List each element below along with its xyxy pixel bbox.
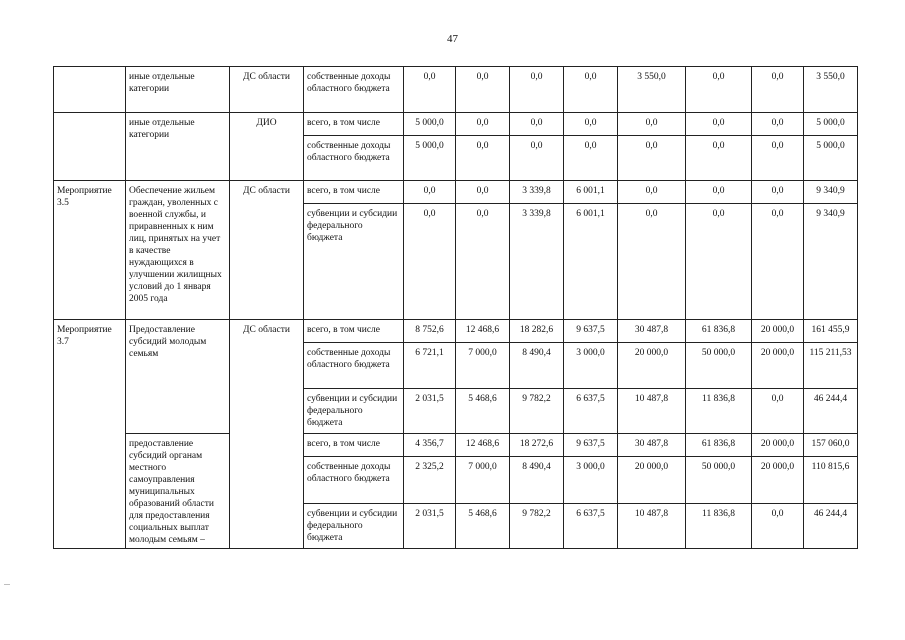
value-cell: 110 815,6	[804, 457, 858, 503]
value-cell: 3 339,8	[510, 204, 564, 320]
funding-cell: собственные доходы областного бюджета	[304, 457, 404, 503]
value-cell: 5 000,0	[804, 113, 858, 136]
value-cell: 8 490,4	[510, 343, 564, 389]
value-cell: 0,0	[404, 181, 456, 204]
funding-cell: собственные доходы областного бюджета	[304, 136, 404, 181]
description-cell: иные отдельные категории	[126, 67, 230, 113]
value-cell: 0,0	[686, 136, 752, 181]
value-cell: 0,0	[564, 136, 618, 181]
value-cell: 9 340,9	[804, 181, 858, 204]
value-cell: 20 000,0	[618, 343, 686, 389]
value-cell: 0,0	[618, 204, 686, 320]
value-cell: 0,0	[456, 181, 510, 204]
event-cell	[54, 67, 126, 113]
value-cell: 10 487,8	[618, 389, 686, 434]
funding-cell: субвенции и субсидии федерального бюджета	[304, 503, 404, 548]
value-cell: 6 001,1	[564, 181, 618, 204]
value-cell: 50 000,0	[686, 343, 752, 389]
value-cell: 18 272,6	[510, 434, 564, 457]
value-cell: 0,0	[510, 136, 564, 181]
value-cell: 7 000,0	[456, 343, 510, 389]
value-cell: 0,0	[752, 67, 804, 113]
funding-cell: всего, в том числе	[304, 434, 404, 457]
value-cell: 20 000,0	[752, 457, 804, 503]
value-cell: 0,0	[456, 67, 510, 113]
value-cell: 0,0	[752, 113, 804, 136]
description-cell: Обеспечение жильем граждан, уволенных с военной службы, и приравненных к ним лиц, принятых на учет в качестве нуждающихся в улучшении жилищных условий до 1 января 2005 года	[126, 181, 230, 320]
source-cell: ДС области	[230, 67, 304, 113]
value-cell: 5 000,0	[404, 113, 456, 136]
source-cell: ДС области	[230, 181, 304, 320]
funding-cell: субвенции и субсидии федерального бюджета	[304, 204, 404, 320]
value-cell: 0,0	[618, 136, 686, 181]
table-row	[54, 113, 858, 136]
value-cell: 5 000,0	[404, 136, 456, 181]
event-cell: Мероприятие 3.5	[54, 181, 126, 320]
page-number: 47	[447, 33, 458, 45]
value-cell: 0,0	[618, 113, 686, 136]
value-cell: 6 637,5	[564, 389, 618, 434]
description-cell: Предоставление субсидий молодым семьям	[126, 320, 230, 434]
value-cell: 30 487,8	[618, 434, 686, 457]
funding-cell: всего, в том числе	[304, 113, 404, 136]
description-cell: иные отдельные категории	[126, 113, 230, 181]
value-cell: 20 000,0	[752, 320, 804, 343]
budget-table	[53, 66, 858, 549]
value-cell: 30 487,8	[618, 320, 686, 343]
value-cell: 46 244,4	[804, 389, 858, 434]
value-cell: 6 001,1	[564, 204, 618, 320]
value-cell: 6 637,5	[564, 503, 618, 548]
funding-cell: всего, в том числе	[304, 181, 404, 204]
description-cell: предоставление субсидий органам местного самоуправления муниципальных образований области для предоставления социальных выплат молодым семьям –	[126, 434, 230, 549]
value-cell: 7 000,0	[456, 457, 510, 503]
value-cell: 3 000,0	[564, 457, 618, 503]
value-cell: 61 836,8	[686, 434, 752, 457]
value-cell: 115 211,53	[804, 343, 858, 389]
value-cell: 12 468,6	[456, 320, 510, 343]
value-cell: 5 468,6	[456, 389, 510, 434]
source-cell: ДИО	[230, 113, 304, 181]
value-cell: 0,0	[564, 67, 618, 113]
event-cell	[54, 113, 126, 181]
value-cell: 0,0	[686, 181, 752, 204]
value-cell: 3 550,0	[804, 67, 858, 113]
value-cell: 161 455,9	[804, 320, 858, 343]
funding-cell: субвенции и субсидии федерального бюджета	[304, 389, 404, 434]
value-cell: 20 000,0	[618, 457, 686, 503]
value-cell: 0,0	[456, 136, 510, 181]
value-cell: 20 000,0	[752, 343, 804, 389]
value-cell: 5 468,6	[456, 503, 510, 548]
table-row	[54, 320, 858, 343]
value-cell: 2 031,5	[404, 389, 456, 434]
value-cell: 11 836,8	[686, 389, 752, 434]
value-cell: 0,0	[456, 204, 510, 320]
value-cell: 0,0	[752, 389, 804, 434]
table-row	[54, 434, 858, 457]
value-cell: 2 031,5	[404, 503, 456, 548]
value-cell: 50 000,0	[686, 457, 752, 503]
value-cell: 0,0	[618, 181, 686, 204]
value-cell: 6 721,1	[404, 343, 456, 389]
value-cell: 3 550,0	[618, 67, 686, 113]
value-cell: 0,0	[564, 113, 618, 136]
value-cell: 8 752,6	[404, 320, 456, 343]
value-cell: 0,0	[686, 113, 752, 136]
event-cell: Мероприятие 3.7	[54, 320, 126, 549]
value-cell: 3 000,0	[564, 343, 618, 389]
value-cell: 0,0	[510, 67, 564, 113]
value-cell: 0,0	[510, 113, 564, 136]
value-cell: 0,0	[752, 136, 804, 181]
value-cell: 5 000,0	[804, 136, 858, 181]
value-cell: 9 637,5	[564, 434, 618, 457]
value-cell: 12 468,6	[456, 434, 510, 457]
table-row	[54, 67, 858, 113]
value-cell: 0,0	[752, 204, 804, 320]
value-cell: 61 836,8	[686, 320, 752, 343]
value-cell: 0,0	[456, 113, 510, 136]
funding-cell: собственные доходы областного бюджета	[304, 67, 404, 113]
value-cell: 3 339,8	[510, 181, 564, 204]
value-cell: 9 340,9	[804, 204, 858, 320]
value-cell: 20 000,0	[752, 434, 804, 457]
margin-mark: ...	[4, 578, 10, 587]
value-cell: 9 782,2	[510, 389, 564, 434]
value-cell: 2 325,2	[404, 457, 456, 503]
value-cell: 8 490,4	[510, 457, 564, 503]
value-cell: 10 487,8	[618, 503, 686, 548]
value-cell: 157 060,0	[804, 434, 858, 457]
funding-cell: собственные доходы областного бюджета	[304, 343, 404, 389]
value-cell: 9 637,5	[564, 320, 618, 343]
value-cell: 0,0	[404, 67, 456, 113]
value-cell: 4 356,7	[404, 434, 456, 457]
table-row	[54, 181, 858, 204]
value-cell: 0,0	[686, 67, 752, 113]
value-cell: 46 244,4	[804, 503, 858, 548]
value-cell: 0,0	[404, 204, 456, 320]
value-cell: 0,0	[686, 204, 752, 320]
funding-cell: всего, в том числе	[304, 320, 404, 343]
value-cell: 11 836,8	[686, 503, 752, 548]
source-cell: ДС области	[230, 320, 304, 549]
value-cell: 0,0	[752, 503, 804, 548]
value-cell: 18 282,6	[510, 320, 564, 343]
value-cell: 9 782,2	[510, 503, 564, 548]
value-cell: 0,0	[752, 181, 804, 204]
